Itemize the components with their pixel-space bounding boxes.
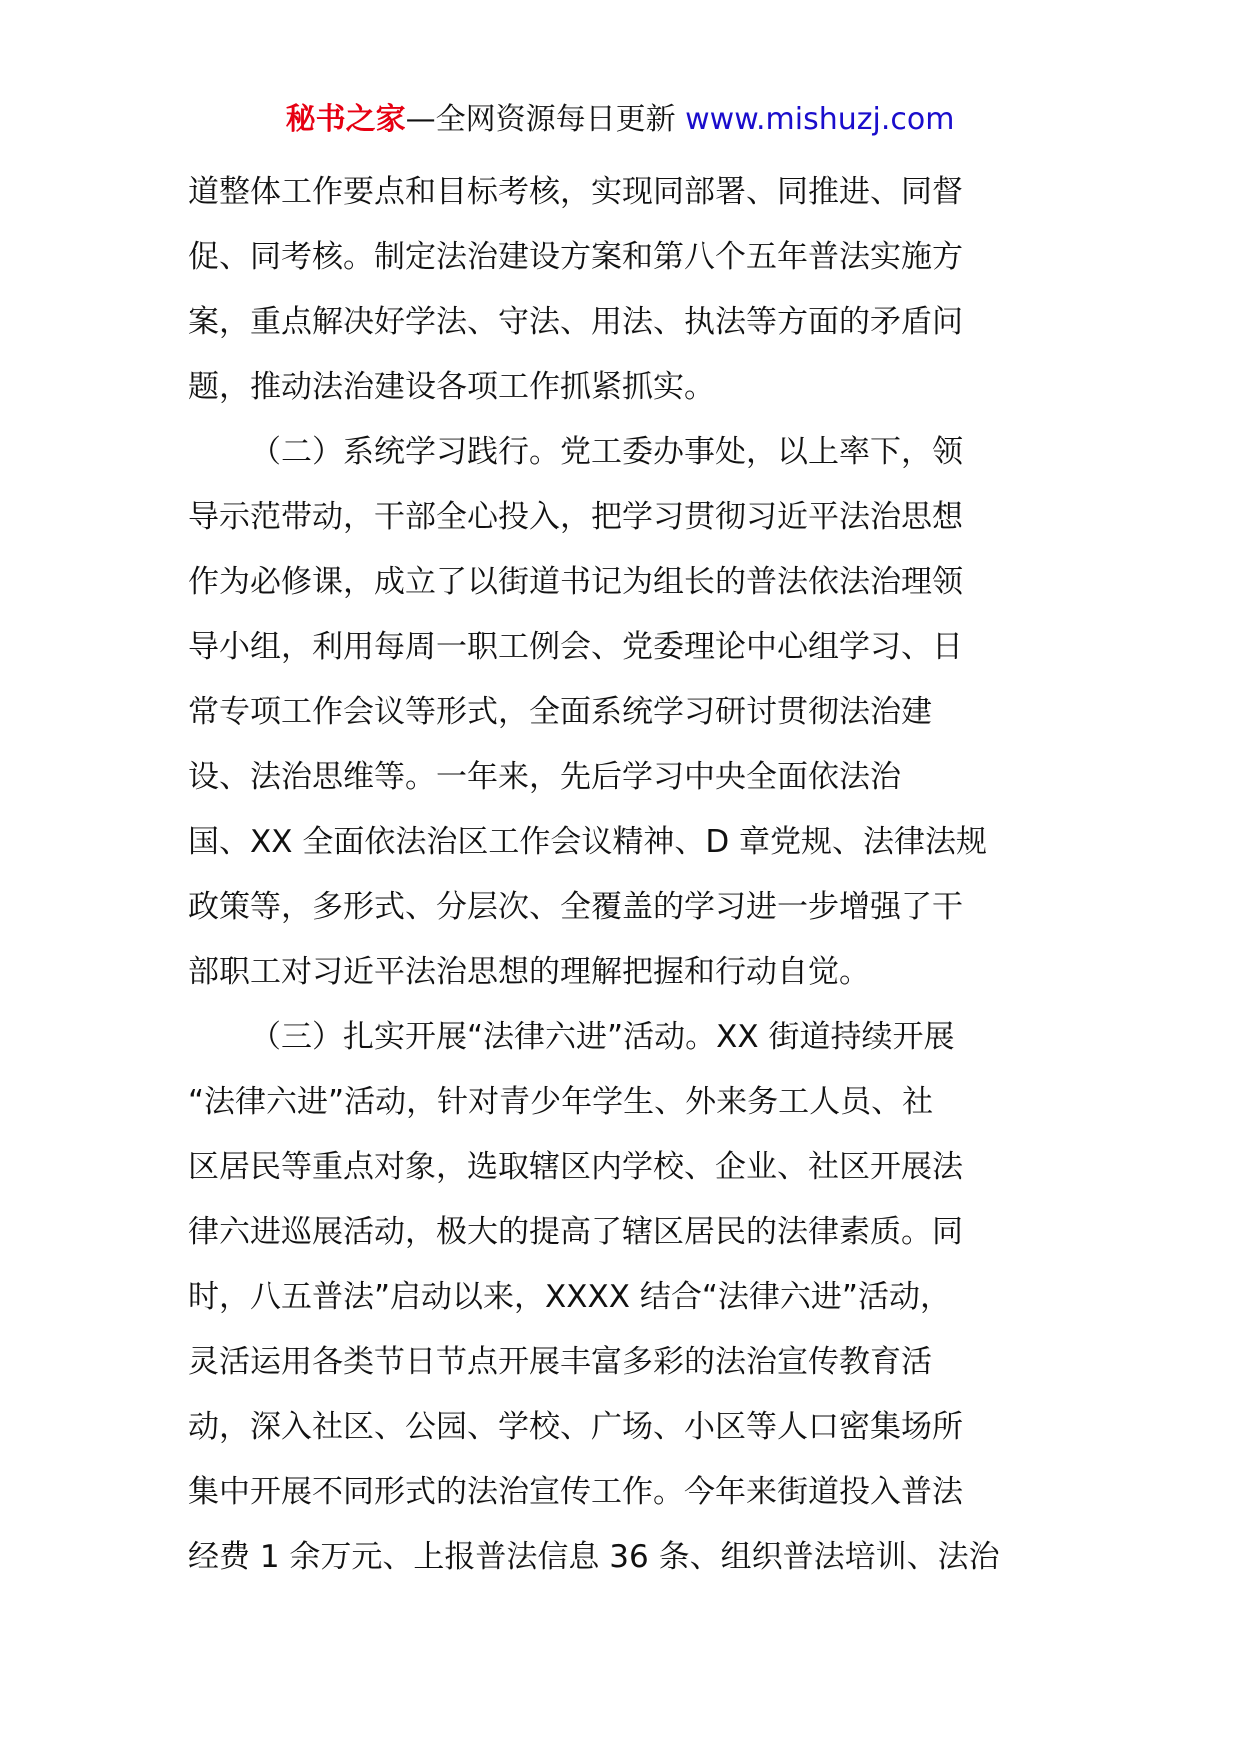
text-line: 经费 1 余万元、上报普法信息 36 条、组织普法培训、法治 — [188, 1539, 1000, 1575]
text-line: 常专项工作会议等形式，全面系统学习研讨贯彻法治建 — [188, 694, 932, 730]
text-line: 动，深入社区、公园、学校、广场、小区等人口密集场所 — [188, 1409, 963, 1445]
text-line: 灵活运用各类节日节点开展丰富多彩的法治宣传教育活 — [188, 1344, 932, 1380]
text-line: 导示范带动，干部全心投入，把学习贯彻习近平法治思想 — [188, 499, 963, 535]
text-line: 部职工对习近平法治思想的理解把握和行动自觉。 — [188, 954, 870, 990]
text-line: 作为必修课，成立了以街道书记为组长的普法依法治理领 — [188, 564, 963, 600]
text-line: “法律六进”活动，针对青少年学生、外来务工人员、社 — [188, 1084, 934, 1120]
text-line: 国、XX 全面依法治区工作会议精神、D 章党规、法律法规 — [188, 824, 988, 860]
text-line: 设、法治思维等。一年来，先后学习中央全面依法治 — [188, 759, 901, 795]
site-slogan: —全网资源每日更新 — [405, 102, 676, 137]
page-header — [0, 100, 1240, 140]
text-line: 促、同考核。制定法治建设方案和第八个五年普法实施方 — [188, 239, 963, 275]
text-line: 道整体工作要点和目标考核，实现同部署、同推进、同督 — [188, 174, 963, 210]
text-line: 区居民等重点对象，选取辖区内学校、企业、社区开展法 — [188, 1149, 963, 1185]
paragraph-start-line: （三）扎实开展“法律六进”活动。XX 街道持续开展 — [250, 1019, 955, 1055]
text-line: 时，八五普法”启动以来，XXXX 结合“法律六进”活动， — [188, 1279, 951, 1315]
text-line: 政策等，多形式、分层次、全覆盖的学习进一步增强了干 — [188, 889, 963, 925]
text-line: 案，重点解决好学法、守法、用法、执法等方面的矛盾问 — [188, 304, 963, 340]
site-url-link[interactable]: www.mishuzj.com — [685, 102, 955, 137]
text-line: 题，推动法治建设各项工作抓紧抓实。 — [188, 369, 715, 405]
paragraph-start-line: （二）系统学习践行。党工委办事处，以上率下，领 — [250, 434, 963, 470]
text-line: 导小组，利用每周一职工例会、党委理论中心组学习、日 — [188, 629, 963, 665]
text-line: 律六进巡展活动，极大的提高了辖区居民的法律素质。同 — [188, 1214, 963, 1250]
document-body — [188, 160, 1058, 1590]
site-brand: 秘书之家 — [285, 102, 406, 137]
text-line: 集中开展不同形式的法治宣传工作。今年来街道投入普法 — [188, 1474, 963, 1510]
